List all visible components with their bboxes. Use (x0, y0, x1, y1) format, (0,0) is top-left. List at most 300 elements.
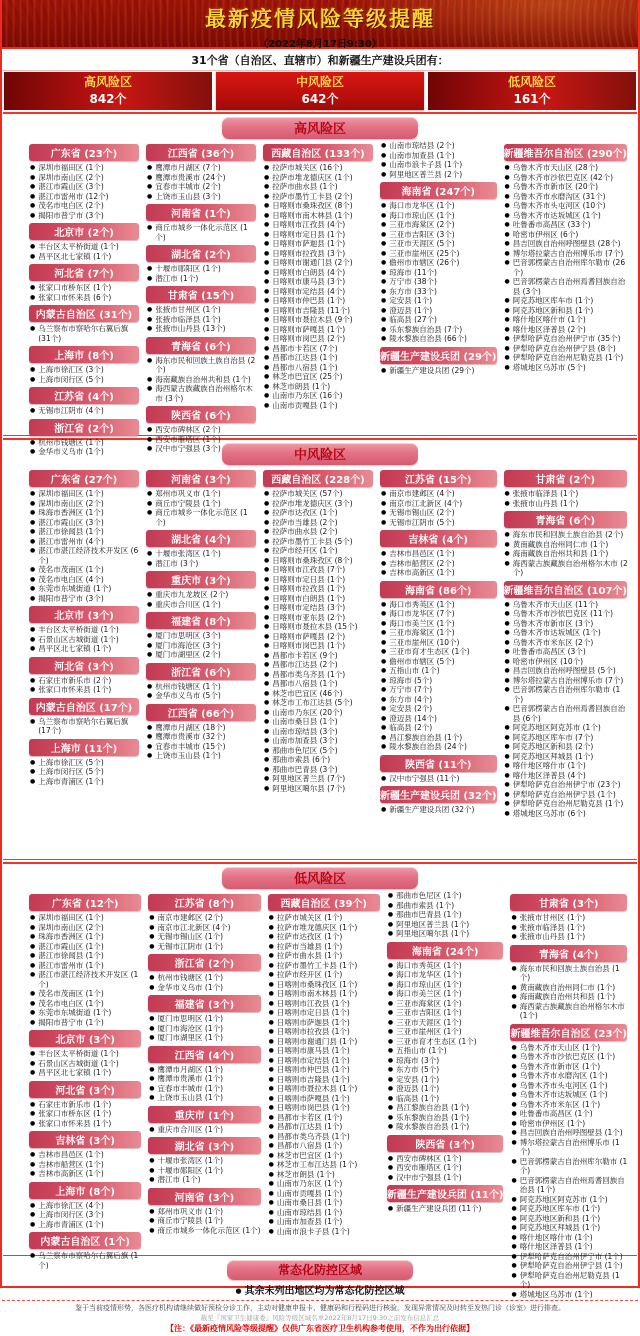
bullet-icon: ● (511, 1290, 517, 1298)
bullet-icon: ● (268, 914, 274, 921)
risk-area-item (149, 1093, 262, 1103)
risk-area-item (147, 559, 258, 569)
risk-area-name: 日喀则市仲巴县 (1个) (276, 1065, 350, 1074)
risk-area-item (388, 1065, 506, 1075)
province-header: 河南省 (3个) (148, 1188, 260, 1205)
risk-area-name: 日喀则市萨迦县 (1个) (276, 1017, 350, 1027)
risk-area-item (149, 1074, 262, 1084)
risk-area-item (388, 891, 506, 901)
bullet-icon: ● (268, 1189, 274, 1197)
risk-section-banner-high: 高风险区 (222, 117, 418, 139)
risk-area-item (30, 717, 141, 736)
risk-area-item (388, 929, 506, 939)
risk-area-name: 山南市贡嘎县 (1个) (276, 1188, 343, 1198)
bullet-icon: ● (504, 259, 510, 266)
risk-area-item (388, 961, 506, 971)
risk-area-name: 黄南藏族自治州同仁市 (1个) (519, 982, 616, 992)
risk-area-name: 宜春市丰城市 (2个) (155, 182, 221, 191)
risk-area-name: 拉萨市墨竹工卡县 (1个) (276, 960, 358, 970)
risk-area-item (264, 651, 375, 661)
bullet-icon: ● (146, 426, 153, 433)
bullet-icon: ● (380, 278, 387, 285)
risk-area-name: 哈密市伊州区 (1个) (519, 1118, 586, 1128)
bullet-icon: ● (146, 265, 153, 272)
risk-area-item (505, 799, 630, 809)
risk-area-item (388, 989, 506, 999)
risk-area-item (511, 1119, 629, 1129)
risk-area-name: 乌兰察布市察哈尔右翼后旗 (31个) (38, 324, 129, 343)
province-header: 吉林省 (3个) (29, 1131, 141, 1148)
province-header: 新疆维吾尔自治区 (107个) (504, 581, 628, 598)
risk-area-name: 日喀则市拉孜县 (1个) (272, 584, 346, 593)
risk-area-item (505, 790, 630, 800)
risk-area-name: 金华市义乌市 (1个) (38, 447, 104, 456)
risk-area-item (505, 192, 630, 202)
risk-area-name: 林芝市巴宜区 (46个) (272, 688, 343, 698)
bullet-icon: ● (30, 490, 36, 497)
risk-area-name: 日喀则市萨嘎县 (2个) (272, 631, 346, 641)
risk-column-4 (380, 141, 499, 457)
risk-column-3 (263, 467, 375, 857)
risk-area-name: 定安县 (2个) (389, 704, 433, 713)
bullet-icon: ● (263, 528, 270, 535)
risk-area-item (505, 619, 630, 629)
bullet-icon: ● (268, 1056, 274, 1064)
bullet-icon: ● (504, 648, 510, 655)
risk-area-name: 乌鲁木齐市天山区 (1个) (519, 1042, 601, 1052)
bullet-icon: ● (30, 202, 36, 209)
risk-area-item (269, 1075, 382, 1085)
risk-area-item (511, 932, 629, 942)
risk-area-item (505, 771, 630, 781)
risk-area-item (30, 365, 141, 375)
bullet-icon: ● (380, 240, 387, 247)
risk-area-item (147, 163, 258, 173)
province-header: 海南省 (247个) (380, 182, 497, 199)
risk-area-item (264, 508, 375, 518)
risk-area-item (149, 1226, 262, 1236)
risk-area-item (264, 736, 375, 746)
risk-area-name: 上海市闵行区 (5个) (38, 374, 104, 384)
province-header: 北京市 (3个) (29, 606, 139, 623)
bullet-icon: ● (263, 566, 270, 573)
bullet-icon: ● (511, 1129, 517, 1136)
bullet-icon: ● (30, 164, 36, 171)
risk-area-name: 重庆市合川区 (1个) (157, 1124, 224, 1134)
risk-area-item (388, 1122, 506, 1132)
risk-area-name: 厦门市海沧区 (3个) (155, 640, 221, 650)
risk-area-name: 万宁市 (38个) (389, 277, 437, 286)
risk-area-name: 湛江市徐闻县 (1个) (38, 951, 104, 960)
risk-area-name: 阿克苏地区新和县 (1个) (519, 1213, 601, 1223)
risk-area-item (381, 805, 499, 815)
risk-area-name: 乌鲁木齐市新市区 (3个) (512, 618, 594, 628)
risk-area-name: 海口市龙华区 (1个) (389, 201, 455, 210)
bullet-icon: ● (387, 1047, 394, 1054)
province-header: 新疆维吾尔自治区 (290个) (504, 144, 628, 161)
risk-area-item (149, 1024, 262, 1034)
risk-area-name: 吐鲁番市高昌区 (33个) (512, 220, 591, 229)
province-header: 江西省 (66个) (146, 704, 256, 721)
risk-area-name: 三亚市吉阳区 (3个) (389, 229, 455, 239)
risk-area-name: 日喀则市拉孜县 (3个) (272, 248, 346, 258)
risk-area-name: 东方市 (5个) (396, 1065, 440, 1074)
risk-area-name: 上海市青浦区 (1个) (38, 1219, 104, 1229)
risk-area-item (147, 489, 258, 499)
bullet-icon: ● (146, 641, 153, 649)
bullet-icon: ● (263, 230, 270, 238)
risk-area-item (505, 780, 630, 790)
risk-area-name: 重庆市合川区 (1个) (155, 599, 221, 609)
risk-area-name: 湛江市徐闻县 (1个) (38, 527, 104, 536)
risk-area-item (147, 444, 258, 454)
bullet-icon: ● (511, 914, 517, 921)
risk-area-name: 澄迈县 (14个) (389, 713, 437, 723)
risk-area-name: 鹰潭市贵溪市 (1个) (157, 1074, 224, 1083)
risk-area-item (505, 489, 630, 499)
bullet-icon: ● (380, 230, 387, 238)
bullet-icon: ● (146, 600, 153, 608)
risk-area-item (505, 657, 630, 667)
province-header: 河北省 (3个) (29, 657, 139, 674)
risk-area-item (269, 1170, 382, 1180)
risk-area-name: 海南藏族自治州共和县 (1个) (512, 549, 609, 558)
risk-area-item (264, 401, 375, 411)
risk-area-item (381, 306, 499, 316)
risk-area-name: 林芝市朗县 (1个) (276, 1169, 335, 1179)
bullet-icon: ● (263, 604, 270, 611)
risk-area-name: 昌都市卡若区 (1个) (276, 1112, 343, 1122)
risk-area-name: 伊犁哈萨克自治州尼勒克县 (1个) (512, 799, 624, 808)
bullet-icon: ● (263, 765, 270, 773)
risk-area-item (30, 527, 141, 537)
bullet-icon: ● (380, 714, 387, 722)
normal-zone-note (2, 1282, 638, 1297)
risk-area-item (381, 211, 499, 221)
risk-area-name: 拉萨市墨竹工卡县 (2个) (272, 191, 353, 201)
risk-area-name: 昌都市江达县 (2个) (272, 660, 338, 669)
risk-area-item (505, 325, 630, 335)
risk-area-name: 三亚市崖州区 (25个) (389, 248, 460, 258)
bullet-icon: ● (380, 268, 387, 276)
risk-area-name: 东方市 (4个) (389, 694, 433, 704)
risk-area-item (505, 277, 630, 296)
risk-area-name: 湛江市霞山区 (3个) (38, 517, 104, 527)
risk-area-item (511, 1157, 629, 1176)
risk-area-item (147, 508, 258, 527)
risk-area-item (264, 173, 375, 183)
risk-area-name: 喀什地区泽普县 (1个) (519, 1242, 593, 1251)
risk-area-name: 无锡市江阴市 (1个) (157, 941, 224, 951)
risk-area-name: 澄迈县 (1个) (396, 1084, 440, 1093)
risk-area-name: 湛江市雷州市 (1个) (38, 960, 104, 970)
bullet-icon: ● (511, 1138, 517, 1146)
risk-area-item (505, 230, 630, 240)
risk-area-name: 揭阳市普宁市 (3个) (38, 593, 104, 603)
risk-area-item (269, 1179, 382, 1189)
page-title: 最新疫情风险等级提醒 (205, 7, 435, 31)
risk-area-name: 那曲市色尼区 (5个) (272, 745, 338, 755)
risk-area-item (147, 641, 258, 651)
bullet-icon: ● (263, 623, 270, 630)
bullet-icon: ● (268, 1047, 274, 1054)
bullet-icon: ● (263, 297, 270, 304)
risk-area-item (269, 1113, 382, 1123)
province-header: 广东省 (12个) (29, 894, 141, 911)
bullet-icon: ● (380, 733, 387, 741)
risk-area-item (381, 366, 499, 376)
province-header: 陕西省 (3个) (387, 1135, 504, 1152)
bullet-icon: ● (146, 490, 153, 497)
bullet-icon: ● (511, 983, 517, 991)
risk-area-item (149, 932, 262, 942)
bullet-icon: ● (149, 923, 155, 931)
risk-area-item (264, 220, 375, 230)
risk-area-item (264, 249, 375, 259)
bullet-icon: ● (30, 509, 36, 516)
risk-area-name: 日喀则市岗巴县 (1个) (276, 1103, 350, 1112)
risk-area-name: 深圳市福田区 (1个) (38, 489, 104, 498)
risk-column-1 (29, 141, 141, 457)
risk-area-name: 乌鲁木齐市米东区 (1个) (519, 1099, 601, 1109)
bullet-icon: ● (146, 224, 153, 231)
risk-area-name: 塔城地区乌苏市 (1个) (519, 1289, 593, 1299)
bullet-icon: ● (263, 325, 270, 333)
intro-text: 31个省（自治区、直辖市）和新疆生产建设兵团有： (2, 47, 638, 71)
bullet-icon: ● (387, 930, 394, 937)
bullet-icon: ● (268, 999, 274, 1007)
risk-area-item (30, 324, 141, 343)
risk-area-item (381, 619, 499, 629)
bullet-icon: ● (511, 1252, 517, 1260)
risk-area-name: 郑州市巩义市 (1个) (155, 489, 221, 498)
risk-area-item (505, 723, 630, 733)
risk-area-item (30, 625, 141, 635)
risk-area-name: 三亚市海棠区 (1个) (389, 628, 455, 637)
province-header: 广东省 (27个) (29, 470, 139, 487)
risk-area-name: 乌鲁木齐市水磨沟区 (1个) (519, 1071, 608, 1080)
risk-area-item (269, 1227, 382, 1237)
risk-area-item (381, 268, 499, 278)
risk-area-name: 海口市龙华区 (1个) (396, 970, 462, 979)
risk-area-item (30, 1119, 143, 1129)
bullet-icon: ● (387, 892, 394, 899)
risk-area-name: 陵水黎族自治县 (24个) (389, 742, 467, 751)
risk-area-name: 乌鲁木齐市达坂城区 (1个) (512, 628, 601, 637)
risk-area-item (147, 182, 258, 192)
risk-area-item (264, 622, 375, 632)
risk-area-name: 南京市江北新区 (4个) (389, 498, 463, 508)
risk-stats-row (2, 71, 638, 112)
province-header: 青海省 (4个) (510, 945, 627, 962)
risk-area-name: 海口市秀英区 (1个) (396, 960, 462, 970)
risk-area-item (30, 644, 141, 654)
risk-area-name: 阿里地区普兰县 (7个) (272, 774, 346, 783)
risk-area-name: 那曲市索县 (6个) (272, 755, 331, 764)
bullet-icon: ● (263, 240, 270, 247)
risk-columns-medium (3, 467, 637, 857)
bullet-icon: ● (387, 971, 394, 978)
risk-area-name: 塔城地区乌苏市 (6个) (512, 808, 586, 818)
risk-area-item (30, 537, 141, 547)
risk-area-item (269, 1141, 382, 1151)
bullet-icon: ● (504, 240, 510, 247)
bullet-icon: ● (380, 325, 387, 333)
bullet-icon: ● (263, 708, 270, 716)
risk-area-name: 乌鲁木齐市新市区 (1个) (519, 1061, 601, 1071)
risk-area-name: 茂名市茂南区 (1个) (38, 989, 104, 998)
risk-area-name: 深圳市南山区 (2个) (38, 498, 104, 508)
bullet-icon: ● (263, 306, 270, 314)
risk-area-name: 厦门市湖里区 (2个) (155, 650, 221, 659)
risk-area-item (264, 211, 375, 221)
risk-area-item (147, 631, 258, 641)
bullet-icon: ● (387, 1094, 394, 1102)
bullet-icon: ● (511, 964, 517, 972)
bullet-icon: ● (387, 1164, 394, 1171)
risk-area-name: 西安市碑林区 (2个) (155, 425, 221, 434)
risk-area-item (381, 518, 499, 528)
bullet-icon: ● (263, 585, 270, 592)
stat-label-medium: 中风险区 (295, 75, 344, 89)
bullet-icon: ● (380, 569, 387, 576)
bullet-icon: ● (30, 1211, 36, 1218)
risk-area-item (30, 211, 141, 221)
province-header: 江西省 (4个) (148, 1046, 260, 1063)
risk-area-item (147, 315, 258, 325)
risk-area-item (505, 239, 630, 249)
risk-area-item (381, 676, 499, 686)
bullet-icon: ● (268, 1085, 274, 1092)
risk-area-name: 商丘市宁陵县 (1个) (157, 1216, 224, 1225)
risk-area-item (264, 268, 375, 278)
risk-area-item (381, 666, 499, 676)
province-header: 吉林省 (4个) (380, 530, 497, 547)
bullet-icon: ● (511, 1062, 517, 1070)
risk-area-name: 拉萨市城关区 (1个) (276, 913, 343, 922)
risk-area-name: 上海市闵行区 (3个) (38, 1210, 104, 1219)
bullet-icon: ● (511, 1100, 517, 1108)
risk-area-name: 张掖市甘州区 (1个) (155, 305, 221, 314)
risk-area-item (264, 698, 375, 708)
risk-area-item (388, 1204, 506, 1214)
bullet-icon: ● (504, 629, 510, 636)
risk-area-name: 日喀则市桑珠孜区 (8个) (272, 201, 353, 210)
risk-area-name: 哈密市伊州区 (6个) (512, 229, 579, 239)
bullet-icon: ● (146, 183, 153, 190)
risk-area-item (511, 1176, 629, 1195)
risk-area-item (381, 160, 499, 170)
stat-label-high: 高风险区 (83, 75, 132, 89)
bullet-icon: ● (30, 933, 36, 940)
risk-area-item (264, 518, 375, 528)
risk-area-item (505, 220, 630, 230)
bullet-icon: ● (146, 306, 153, 313)
risk-area-name: 新疆生产建设兵团 (11个) (396, 1204, 482, 1213)
bullet-icon: ● (504, 335, 510, 342)
risk-area-item (264, 230, 375, 240)
risk-area-name: 上饶市玉山县 (1个) (157, 1093, 224, 1102)
risk-area-item (269, 1217, 382, 1227)
bullet-icon: ● (149, 1034, 155, 1041)
risk-area-name: 茂名市电白区 (1个) (38, 998, 104, 1008)
bullet-icon: ● (30, 375, 36, 383)
risk-area-name: 拉萨市曲水县 (1个) (272, 182, 338, 191)
risk-area-name: 珠海市香洲区 (1个) (38, 932, 104, 941)
risk-area-item (511, 1128, 629, 1138)
risk-area-item (269, 980, 382, 990)
risk-area-name: 昌都市八宿县 (1个) (272, 362, 338, 372)
risk-column-1 (29, 891, 143, 1299)
risk-area-name: 山南市加查县 (1个) (389, 150, 455, 160)
risk-area-name: 琼海市 (5个) (389, 675, 433, 685)
bullet-icon: ● (263, 651, 270, 659)
risk-area-name: 乌鲁木齐市新市区 (20个) (512, 182, 599, 191)
risk-area-name: 厦门市湖里区 (1个) (157, 1033, 224, 1042)
risk-area-name: 黄南藏族自治州同仁市 (1个) (512, 539, 609, 549)
bullet-icon: ● (268, 1018, 274, 1026)
risk-area-item (511, 1100, 629, 1110)
risk-area-name: 商丘市宁陵县 (1个) (155, 498, 221, 508)
risk-area-name: 哈密市伊州区 (10个) (512, 656, 584, 666)
risk-area-item (505, 704, 630, 723)
bullet-icon: ● (263, 382, 270, 390)
risk-area-item (264, 527, 375, 537)
risk-area-item (264, 632, 375, 642)
risk-area-name: 拉萨市城关区 (57个) (272, 489, 343, 498)
bullet-icon: ● (30, 777, 36, 785)
risk-area-name: 海南藏族自治州共和县 (1个) (519, 992, 616, 1001)
risk-area-item (505, 676, 630, 686)
bullet-icon: ● (268, 1123, 274, 1130)
risk-area-name: 深圳市福田区 (1个) (38, 163, 104, 172)
risk-area-item (147, 691, 258, 701)
risk-area-name: 石家庄市新乐市 (1个) (38, 1099, 112, 1109)
province-header: 福建省 (3个) (148, 995, 260, 1012)
bullet-icon: ● (146, 192, 153, 200)
bullet-icon: ● (263, 689, 270, 697)
risk-area-name: 海东市民和回族土族自治县 (1个) (519, 963, 620, 982)
bullet-icon: ● (146, 435, 153, 443)
risk-area-name: 林芝市朗县 (1个) (272, 381, 331, 391)
bullet-icon: ● (146, 274, 153, 282)
bullet-icon: ● (263, 613, 270, 621)
risk-area-item (388, 1075, 506, 1085)
bullet-icon: ● (30, 1018, 36, 1026)
bullet-icon: ● (263, 518, 270, 526)
bullet-icon: ● (387, 961, 394, 969)
risk-area-item (269, 1037, 382, 1047)
bullet-icon: ● (387, 1113, 394, 1121)
risk-column-2 (148, 891, 262, 1299)
risk-area-name: 乌鲁木齐市沙依巴克区 (42个) (512, 172, 614, 182)
risk-area-item (264, 499, 375, 509)
risk-area-name: 昌吉回族自治州呼图壁县 (1个) (519, 1128, 623, 1137)
risk-area-name: 日喀则市拉孜县 (1个) (276, 1027, 350, 1036)
risk-area-item (505, 201, 630, 211)
bullet-icon: ● (504, 306, 510, 314)
risk-area-name: 山南市加查县 (3个) (272, 736, 338, 745)
risk-area-item (505, 344, 630, 354)
risk-area-item (149, 1216, 262, 1226)
risk-area-name: 日喀则市桑珠孜区 (8个) (272, 555, 353, 565)
risk-area-item (149, 1065, 262, 1075)
risk-area-item (147, 384, 258, 403)
risk-area-name: 日喀则市谢通门县 (1个) (276, 1036, 358, 1046)
bullet-icon: ● (268, 1227, 274, 1235)
bullet-icon: ● (511, 1214, 517, 1222)
bullet-icon: ● (263, 784, 270, 792)
